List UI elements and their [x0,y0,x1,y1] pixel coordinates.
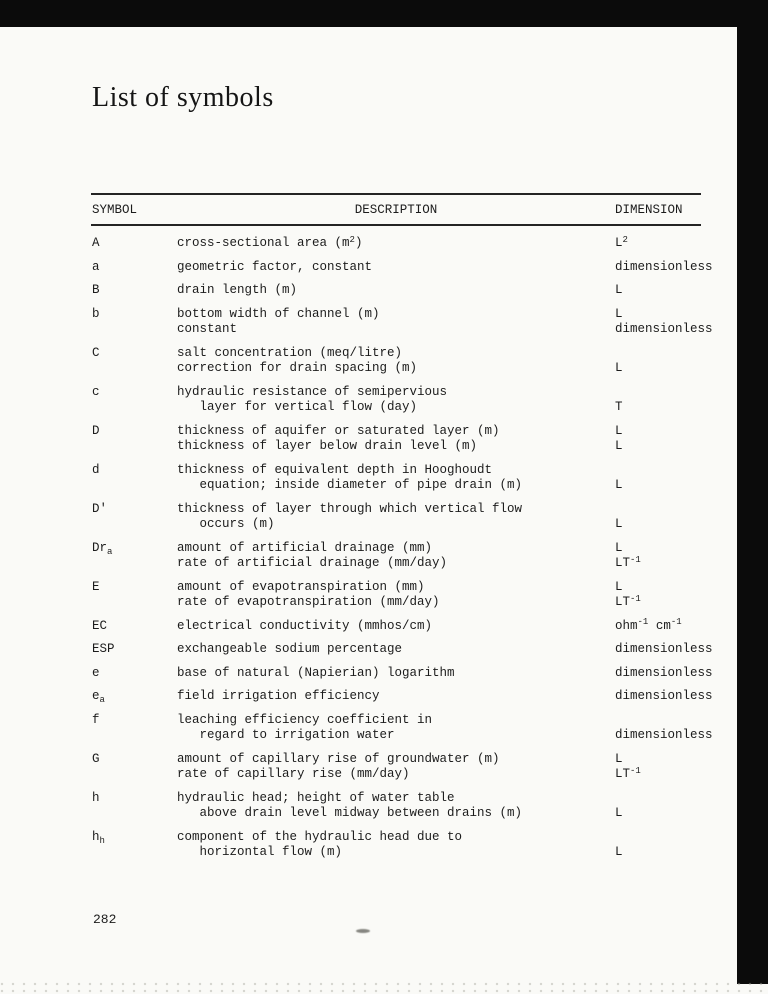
dimension-cell: dimensionless [615,259,713,274]
table-body [91,226,713,861]
description-cell: rate of artificial drainage (mm/day) [177,556,448,570]
table-row [91,385,701,416]
dimension-cell: dimensionless [615,665,713,680]
table-row [91,689,713,705]
description-cell: exchangeable sodium percentage [177,642,403,656]
superscript: -1 [637,617,649,627]
description-cell: above drain level midway between drains (m) [177,806,523,820]
symbol-subscript: a [107,546,113,557]
symbol-subscript: h [99,835,105,846]
superscript: 2 [622,234,628,245]
symbol-cell: e [92,665,100,680]
dimension-cell: L [615,439,623,453]
symbol-cell: ESP [92,642,115,656]
scan-noise-strip [0,982,768,994]
table-row [91,619,701,635]
dimension-cell: L [615,306,623,321]
description-cell: amount of evapotranspiration (mm) [177,579,425,594]
header-description: DESCRIPTION [354,203,438,217]
dimension-cell [615,830,701,846]
page-number: 282 [93,912,117,927]
symbol-cell: D' [92,501,108,516]
symbol-cell: f [92,712,100,727]
description-cell: thickness of aquifer or saturated layer (m) [177,423,500,438]
description-cell: drain length (m) [177,283,298,297]
table-row [91,236,701,252]
description-cell: constant [177,322,238,336]
description-cell: thickness of equivalent depth in Hooghoudt [177,462,493,477]
symbol-cell: h [92,790,100,805]
description-cell: horizontal flow (m) [177,845,343,859]
description-cell: amount of capillary rise of groundwater (m) [177,751,500,766]
symbol-cell: c [92,384,100,399]
description-cell: bottom width of channel (m) [177,306,380,321]
symbol-cell: a [92,259,100,274]
dimension-cell: L [615,806,623,820]
description-cell: thickness of layer below drain level (m) [177,439,478,453]
symbol-cell: B [92,283,100,297]
table-row [91,580,701,611]
description-cell: correction for drain spacing (m) [177,361,418,375]
dimension-cell: dimensionless [615,322,713,336]
dimension-cell: L [615,540,623,555]
superscript: 2 [349,234,355,245]
table-row [91,306,713,338]
dimension-cell: L [615,283,623,297]
description-cell: geometric factor, constant [177,259,373,274]
description-cell: rate of capillary rise (mm/day) [177,767,410,781]
superscript: -1 [630,765,641,776]
table-row [91,541,701,572]
dimension-cell: $L^2$ [615,234,628,250]
symbol-cell: EC [92,618,108,633]
dimension-cell: $LT^{-1}$ [615,765,641,781]
dimension-cell [615,713,713,729]
table-row [91,752,701,783]
dimension-cell: dimensionless [615,689,713,703]
symbol-cell: b [92,306,100,321]
table-row [91,830,701,861]
dimension-cell: T [615,400,623,414]
table-row [91,424,701,455]
table-row [91,463,701,494]
dimension-cell [615,463,701,479]
description-cell: rate of evapotranspiration (mm/day) [177,595,440,609]
dimension-cell: L [615,423,623,438]
symbol-cell: D [92,423,100,438]
description-cell: layer for vertical flow (day) [177,400,418,414]
page-title: List of symbols [92,82,274,113]
description-cell: occurs (m) [177,517,275,531]
symbol-cell: G [92,751,100,766]
dimension-cell: L [615,517,623,531]
description-cell: thickness of layer through which vertical flow [177,501,523,516]
header-dimension: DIMENSION [615,203,683,217]
table-row [91,665,713,682]
dimension-cell [615,502,701,518]
scan-edge-top [0,0,768,27]
dimension-cell: $LT^{-1}$ [615,593,641,609]
dimension-cell: L [615,845,623,859]
dimension-cell: $LT^{-1}$ [615,554,641,570]
description-cell: equation; inside diameter of pipe drain (m) [177,478,523,492]
description-cell: base of natural (Napierian) logarithm [177,665,455,680]
superscript: -1 [630,593,641,604]
header-symbol: SYMBOL [92,203,138,217]
symbols-table [91,193,713,869]
superscript: -1 [630,554,641,565]
symbol-subscript: a [99,695,105,705]
table-row [91,346,701,377]
table-row [91,283,701,299]
table-header [91,193,701,226]
description-cell: salt concentration (meq/litre) [177,345,403,360]
dimension-cell: dimensionless [615,728,713,742]
description-cell: leaching efficiency coefficient in [177,712,433,727]
dimension-cell: L [615,751,623,766]
dimension-cell: L [615,361,623,375]
table-row [91,259,713,276]
dimension-cell [615,385,701,401]
description-cell: hydraulic head; height of water table [177,790,455,805]
symbol-cell: $e_a$ [92,689,105,705]
table-row [91,502,701,533]
superscript: -1 [670,617,682,627]
dimension-cell: L [615,478,623,492]
symbol-cell: E [92,579,100,594]
dimension-cell: dimensionless [615,642,713,656]
description-cell: cross-sectional area $(m^2)$ [177,234,363,250]
ink-smudge [356,929,370,933]
description-cell: component of the hydraulic head due to [177,829,463,844]
symbol-cell: C [92,345,100,360]
description-cell: field irrigation efficiency [177,689,380,703]
table-row [91,712,713,744]
dimension-cell: L [615,579,623,594]
dimension-cell: ohm$^{-1}$ $cm^{-1}$ [615,617,682,633]
symbol-cell: d [92,462,100,477]
dimension-cell [615,346,701,362]
scan-edge-right [737,0,768,984]
description-cell: regard to irrigation water [177,728,395,742]
description-cell: hydraulic resistance of semipervious [177,384,448,399]
symbol-cell: A [92,236,100,250]
symbol-cell: $Dr_a$ [92,540,113,557]
table-row [91,791,701,822]
description-cell: amount of artificial drainage (mm) [177,540,433,555]
dimension-cell [615,791,701,807]
table-row [91,642,713,658]
description-cell: electrical conductivity (mmhos/cm) [177,618,433,633]
symbol-cell: $h_h$ [92,829,105,846]
